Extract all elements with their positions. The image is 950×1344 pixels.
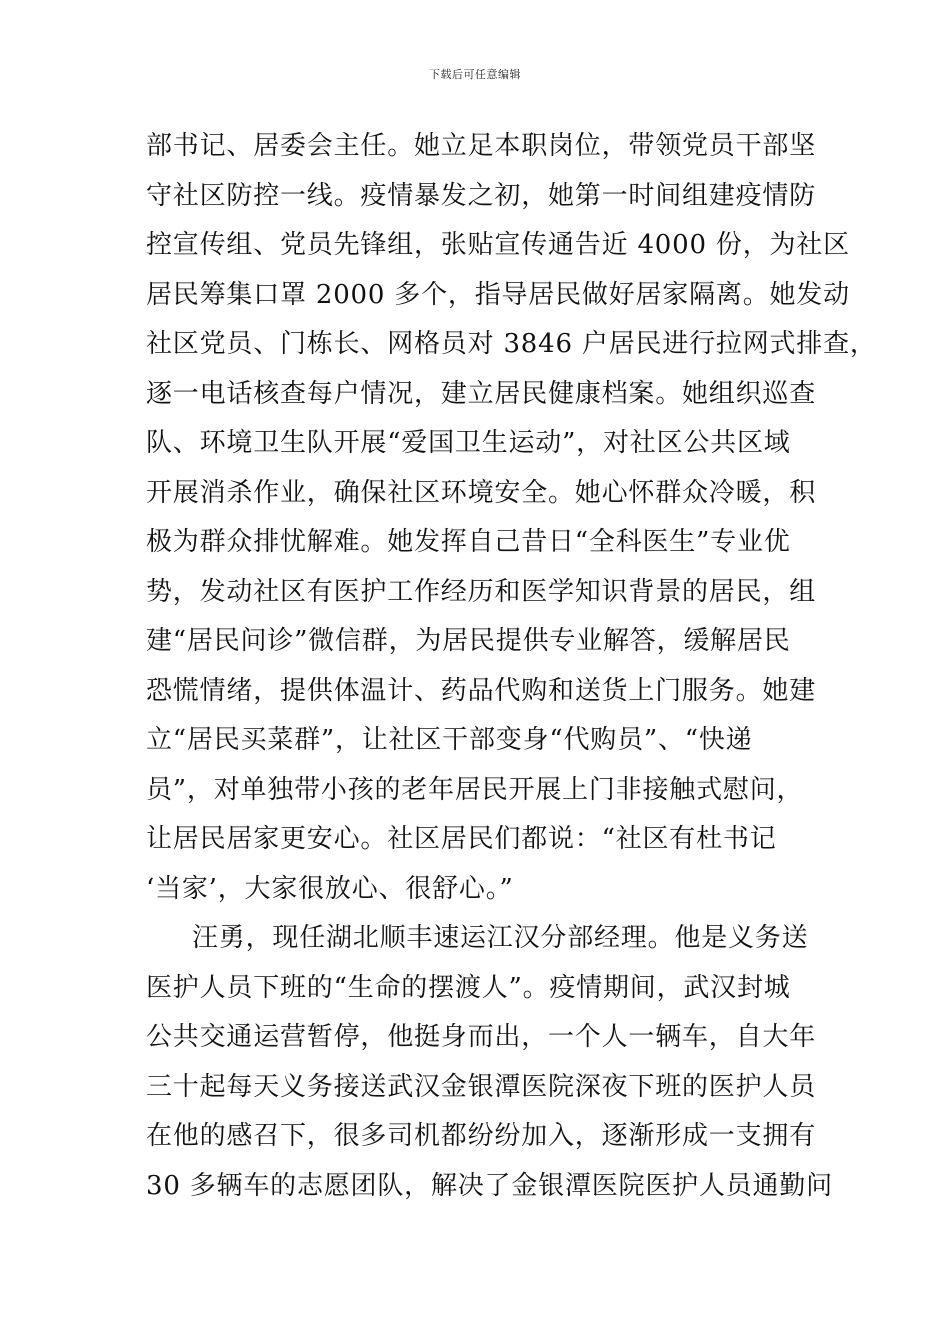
text-line: ‘当家’，大家很放心、很舒心。”: [146, 873, 514, 904]
text-line: 建“居民问诊”微信群，为居民提供专业解答，缓解居民: [146, 626, 791, 656]
text-line: 在他的感召下，很多司机都纷纷加入，逐渐形成一支拥有: [146, 1121, 817, 1151]
text-line: 30 多辆车的志愿团队，解决了金银潭医院医护人员通勤问: [146, 1170, 833, 1201]
text-line: 势，发动社区有医护工作经历和医学知识背景的居民，组: [146, 576, 817, 607]
text-line: 居民筹集口罩 2000 多个，指导居民做好居家隔离。她发动: [146, 279, 850, 310]
text-line: 三十起每天义务接送武汉金银潭医院深夜下班的医护人员: [146, 1071, 817, 1102]
page-header: 下载后可任意编辑: [429, 68, 521, 81]
text-line: 守社区防控一线。疫情暴发之初，她第一时间组建疫情防: [146, 180, 817, 211]
text-line: 员”，对单独带小孩的老年居民开展上门非接触式慰问，: [146, 774, 804, 805]
paragraph-start-line: 汪勇，现任湖北顺丰速运江汉分部经理。他是义务送: [192, 923, 809, 953]
text-line: 逐一电话核查每户情况，建立居民健康档案。她组织巡查: [146, 378, 817, 409]
text-line: 医护人员下班的“生命的摆渡人”。疫情期间，武汉封城: [146, 972, 791, 1003]
text-line: 恐慌情绪，提供体温计、药品代购和送货上门服务。她建: [146, 675, 817, 706]
text-line: 部书记、居委会主任。她立足本职岗位，带领党员干部坚: [146, 131, 817, 161]
body-text: [146, 122, 877, 1211]
text-line: 公共交通运营暂停，他挺身而出，一个人一辆车，自大年: [146, 1022, 817, 1052]
text-line: 开展消杀作业，确保社区环境安全。她心怀群众冷暖，积: [146, 477, 817, 508]
text-line: 立“居民买菜群”，让社区干部变身“代购员”、“快递: [146, 725, 753, 755]
text-line: 队、环境卫生队开展“爱国卫生运动”，对社区公共区域: [146, 428, 791, 458]
text-line: 让居民居家更安心。社区居民们都说：“社区有杜书记: [146, 824, 777, 854]
text-line: 控宣传组、党员先锋组，张贴宣传通告近 4000 份，为社区: [146, 230, 850, 260]
text-line: 社区党员、门栋长、网格员对 3846 户居民进行拉网式排查，: [146, 329, 877, 359]
text-line: 极为群众排忧解难。她发挥自己昔日“全科医生”专业优: [146, 527, 791, 557]
